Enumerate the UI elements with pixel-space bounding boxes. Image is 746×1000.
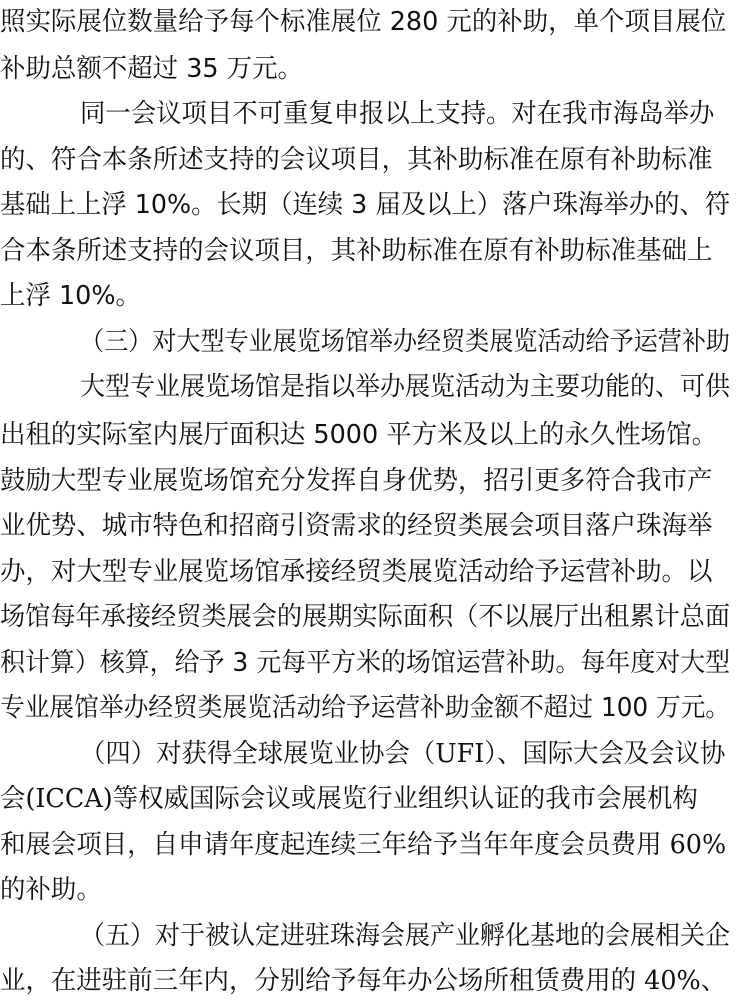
text-line: 的补助。 — [0, 875, 102, 905]
section-heading-5: （五）对于被认定进驻珠海会展产业孵化基地的会展相关企 — [80, 921, 730, 951]
text-line: 上浮 10%。 — [0, 281, 141, 311]
text-line: 业优势、城市特色和招商引资需求的经贸类展会项目落户珠海举 — [0, 511, 713, 541]
text-line: 积计算）核算，给予 3 元每平方米的场馆运营补助。每年度对大型 — [0, 648, 731, 678]
text-line: 的、符合本条所述支持的会议项目，其补助标准在原有补助标准 — [0, 145, 713, 175]
section-heading-3: （三）对大型专业展览场馆举办经贸类展览活动给予运营补助 — [80, 327, 730, 357]
text-line: 专业展馆举办经贸类展览活动给予运营补助金额不超过 100 万元。 — [0, 693, 731, 723]
text-line: 大型专业展览场馆是指以举办展览活动为主要功能的、可供 — [80, 372, 730, 402]
text-line: 照实际展位数量给予每个标准展位 280 元的补助，单个项目展位 — [0, 7, 727, 37]
text-line: 会(ICCA)等权威国际会议或展览行业组织认证的我市会展机构 — [0, 784, 698, 814]
text-line: 鼓励大型专业展览场馆充分发挥自身优势，招引更多符合我市产 — [0, 466, 713, 496]
text-line: 办，对大型专业展览场馆承接经贸类展览活动给予运营补助。以 — [0, 557, 713, 587]
text-line: 合本条所述支持的会议项目，其补助标准在原有补助标准基础上 — [0, 236, 713, 266]
text-line: 业，在进驻前三年内，分别给予每年办公场所租赁费用的 40%、 — [0, 966, 727, 996]
text-line: 同一会议项目不可重复申报以上支持。对在我市海岛举办 — [80, 99, 715, 129]
text-line: 基础上上浮 10%。长期（连续 3 届及以上）落户珠海举办的、符 — [0, 190, 731, 220]
text-line: 补助总额不超过 35 万元。 — [0, 54, 303, 84]
section-heading-4: （四）对获得全球展览业协会（UFI）、国际大会及会议协 — [80, 739, 726, 769]
text-line: 场馆每年承接经贸类展会的展期实际面积（不以展厅出租累计总面 — [0, 602, 731, 632]
text-line: 出租的实际室内展厅面积达 5000 平方米及以上的永久性场馆。 — [0, 420, 718, 450]
text-line: 和展会项目，自申请年度起连续三年给予当年年度会员费用 60% — [0, 830, 727, 860]
